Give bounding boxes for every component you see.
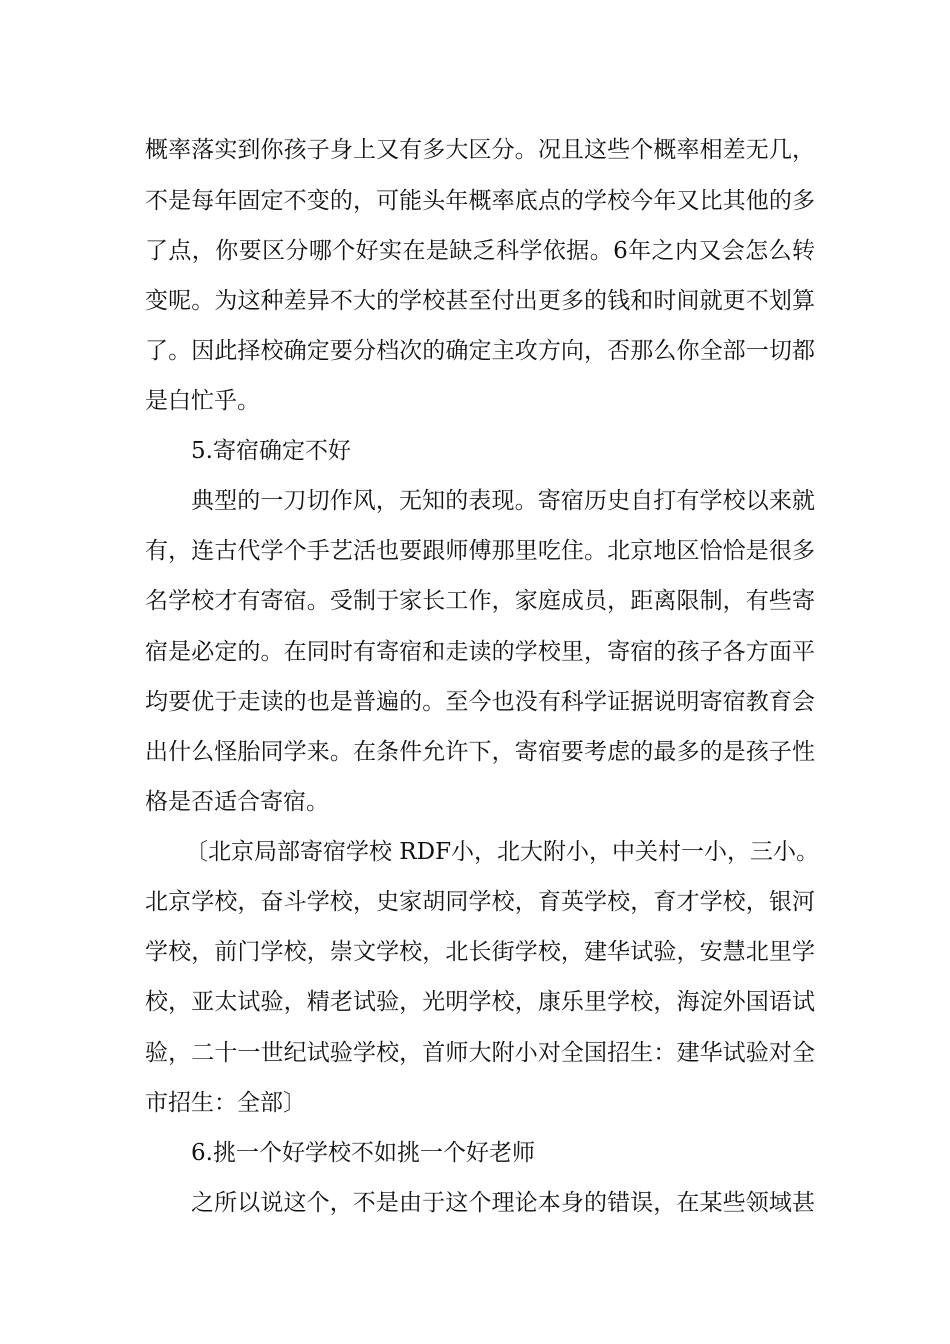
paragraph-line: 不是每年固定不变的，可能头年概率底点的学校今年又比其他的多 [145,188,815,214]
paragraph-line: 市招生：全部〕 [145,1090,306,1116]
paragraph-line: 变呢。为这种差异不大的学校甚至付出更多的钱和时间就更不划算 [145,288,815,314]
paragraph-line: 均要优于走读的也是普遍的。至今也没有科学证据说明寄宿教育会 [145,689,815,715]
paragraph-line: 校，亚太试验，精老试验，光明学校，康乐里学校，海淀外国语试 [145,989,815,1015]
paragraph-line: 是白忙乎。 [145,388,260,414]
paragraph-line: 了。因此择校确定要分档次的确定主攻方向，否那么你全部一切都 [145,338,815,364]
section-heading: 6.挑一个好学校不如挑一个好老师 [191,1140,535,1166]
paragraph-line: 了点，你要区分哪个好实在是缺乏科学依据。6年之内又会怎么转 [145,238,815,264]
paragraph-line: 典型的一刀切作风，无知的表现。寄宿历史自打有学校以来就 [191,488,815,514]
paragraph-line: 概率落实到你孩子身上又有多大区分。况且这些个概率相差无几， [145,137,815,163]
section-heading: 5.寄宿确定不好 [191,438,351,464]
paragraph-line: 格是否适合寄宿。 [145,789,329,815]
paragraph-line: 出什么怪胎同学来。在条件允许下，寄宿要考虑的最多的是孩子性 [145,739,815,765]
paragraph-line: 验，二十一世纪试验学校，首师大附小对全国招生：建华试验对全 [145,1040,815,1066]
paragraph-line: 之所以说这个，不是由于这个理论本身的错误，在某些领域甚 [191,1190,815,1216]
paragraph-line: 有，连古代学个手艺活也要跟师傅那里吃住。北京地区恰恰是很多 [145,538,815,564]
paragraph-line: 〔北京局部寄宿学校 RDF小，北大附小，中关村一小，三小。 [185,839,820,865]
paragraph-line: 宿是必定的。在同时有寄宿和走读的学校里，寄宿的孩子各方面平 [145,639,815,665]
paragraph-line: 北京学校，奋斗学校，史家胡同学校，育英学校，育才学校，银河 [145,889,815,915]
paragraph-line: 学校，前门学校，崇文学校，北长街学校，建华试验，安慧北里学 [145,939,815,965]
paragraph-line: 名学校才有寄宿。受制于家长工作，家庭成员，距离限制，有些寄 [145,588,815,614]
